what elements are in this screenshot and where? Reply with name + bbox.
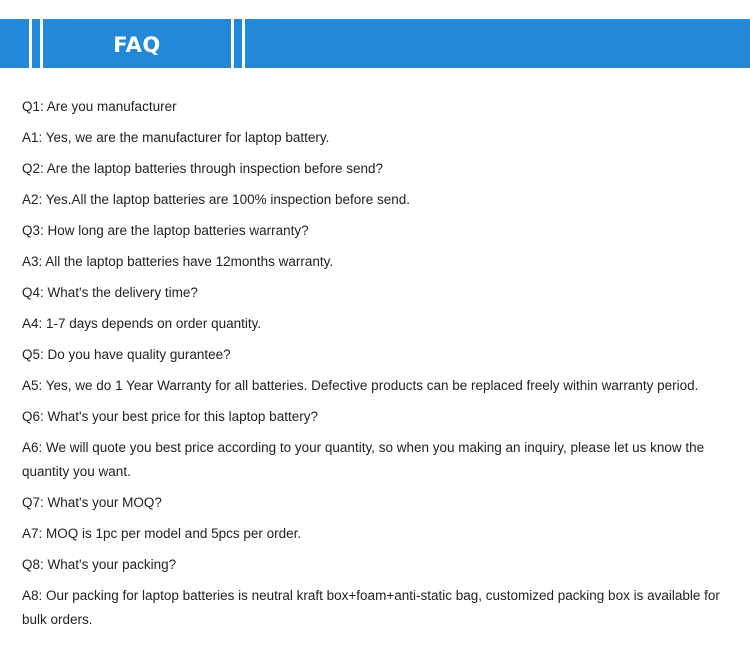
faq-question-7: Q7: What's your MOQ? [22, 495, 162, 510]
faq-header-banner [0, 19, 750, 68]
banner-divider [231, 19, 234, 68]
faq-answer-5: A5: Yes, we do 1 Year Warranty for all batteries. Defective products can be replaced freely within warranty period. [22, 378, 699, 393]
faq-question-3: Q3: How long are the laptop batteries warranty? [22, 223, 309, 238]
page-title: FAQ [113, 33, 161, 57]
faq-question-8: Q8: What's your packing? [22, 557, 177, 572]
banner-divider [242, 19, 245, 68]
faq-question-6: Q6: What's your best price for this laptop battery? [22, 409, 318, 424]
banner-divider [29, 19, 32, 68]
faq-question-5: Q5: Do you have quality gurantee? [22, 347, 231, 362]
faq-question-1: Q1: Are you manufacturer [22, 99, 177, 114]
faq-question-4: Q4: What's the delivery time? [22, 285, 198, 300]
faq-answer-4: A4: 1-7 days depends on order quantity. [22, 316, 262, 331]
faq-answer-8: A8: Our packing for laptop batteries is neutral kraft box+foam+anti-static bag, customized packing box is available for bulk orders. [22, 588, 720, 627]
faq-question-2: Q2: Are the laptop batteries through inspection before send? [22, 161, 383, 176]
faq-answer-1: A1: Yes, we are the manufacturer for laptop battery. [22, 130, 330, 145]
faq-list [22, 95, 738, 639]
faq-answer-2: A2: Yes.All the laptop batteries are 100% inspection before send. [22, 192, 411, 207]
faq-answer-7: A7: MOQ is 1pc per model and 5pcs per order. [22, 526, 302, 541]
faq-answer-3: A3: All the laptop batteries have 12months warranty. [22, 254, 334, 269]
faq-answer-6: A6: We will quote you best price according to your quantity, so when you making an inquiry, please let us know the quantity you want. [22, 440, 705, 479]
